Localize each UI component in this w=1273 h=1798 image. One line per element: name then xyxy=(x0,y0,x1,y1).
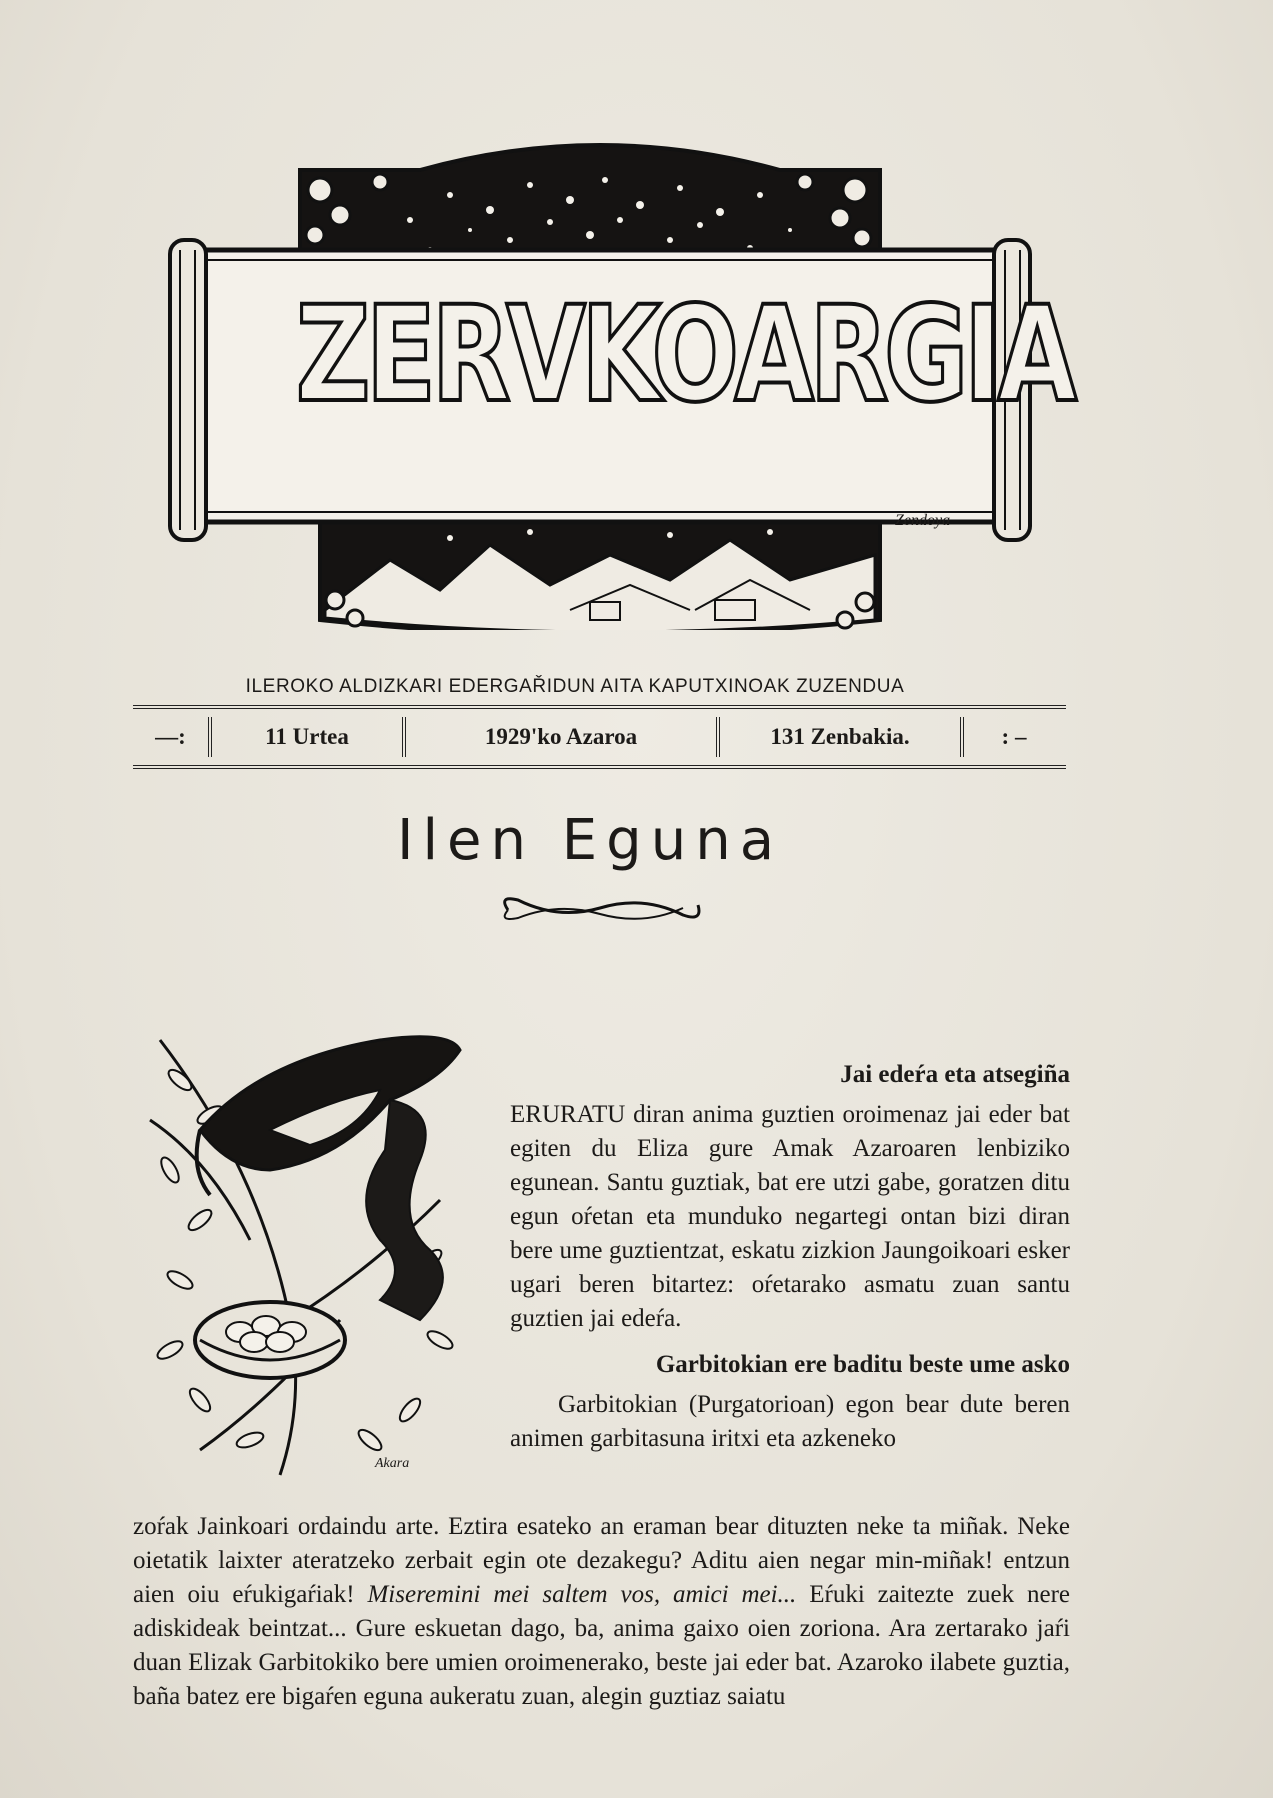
section1-heading: Jai edeŕa eta atsegiña xyxy=(840,1061,1070,1088)
masthead xyxy=(150,140,1073,630)
info-left-dash: —: xyxy=(155,724,186,749)
section2-paragraph-start: Garbitokian (Purgatorioan) egon bear dute beren animen garbitasuna iritxi eta azkeneko xyxy=(510,1391,1070,1452)
magazine-subtitle: ILEROKO ALDIZKARI EDERGAŘIDUN AITA KAPUTXINOAK ZUZENDUA xyxy=(245,676,905,697)
info-year: 11 Urtea xyxy=(208,717,402,757)
masthead-artist-signature: Zendoya xyxy=(895,512,951,529)
info-issue: 131 Zenbakia. xyxy=(716,717,960,757)
masthead-title-left: ZERVKO xyxy=(295,278,735,432)
info-right-dash: : – xyxy=(960,717,1064,757)
masthead-title-right: ARGIA xyxy=(734,278,1073,432)
issue-info-bar xyxy=(133,705,1066,769)
title-flourish xyxy=(488,890,713,930)
masthead-title xyxy=(295,255,1073,455)
latin-quote: Miseremini mei saltem vos, amici mei... xyxy=(367,1581,797,1608)
illustration-signature: Akara xyxy=(375,1456,410,1471)
article-right-column xyxy=(510,1058,1070,1456)
article-title: Ilen Eguna xyxy=(396,808,784,873)
section2-paragraph-continued xyxy=(133,1510,1070,1714)
info-date: 1929'ko Azaroa xyxy=(402,717,716,757)
section2-text-b: Eŕuki zaitezte zuek nere adiskideak beintzat... Gure eskuetan dago, ba, anima gaixo oien zoriona. Ara zertarako jaŕi duan Elizak Garbitokiko bere umien oroimenerako, beste jai eder bat. Azaroko ilabete guztia, baña batez ere bigaŕen eguna aukeratu zuan, alegin guztiaz saiatu xyxy=(133,1581,1071,1710)
section2-text-a: zoŕak Jainkoari ordaindu arte. Eztira esateko an eraman bear dituzten neke ta miñak. Neke oietatik laixter ateratzeko zerbait egin ote dezakegu? Aditu aien negar min-miñak! entzun aien oiu eŕukigaŕiak! xyxy=(133,1513,1070,1608)
section2-heading: Garbitokian ere baditu beste ume asko xyxy=(655,1351,1070,1378)
article-full-width-text xyxy=(133,1510,1070,1714)
section1-paragraph: ERURATU diran anima guztien oroimenaz jai eder bat egiten du Eliza gure Amak Azaroaren lenbiziko egunean. Santu guztiak, bat ere utzi gabe, goratzen ditu egun oŕetan eta munduko negartegi ontan bizi diran bere ume guztientzat, eskatu zizkion Jaungoikoari esker ugari beren bitartez: oŕetarako asmatu zuan santu guztien jai edeŕa. xyxy=(510,1101,1070,1332)
bird-nest-illustration xyxy=(140,1020,475,1480)
